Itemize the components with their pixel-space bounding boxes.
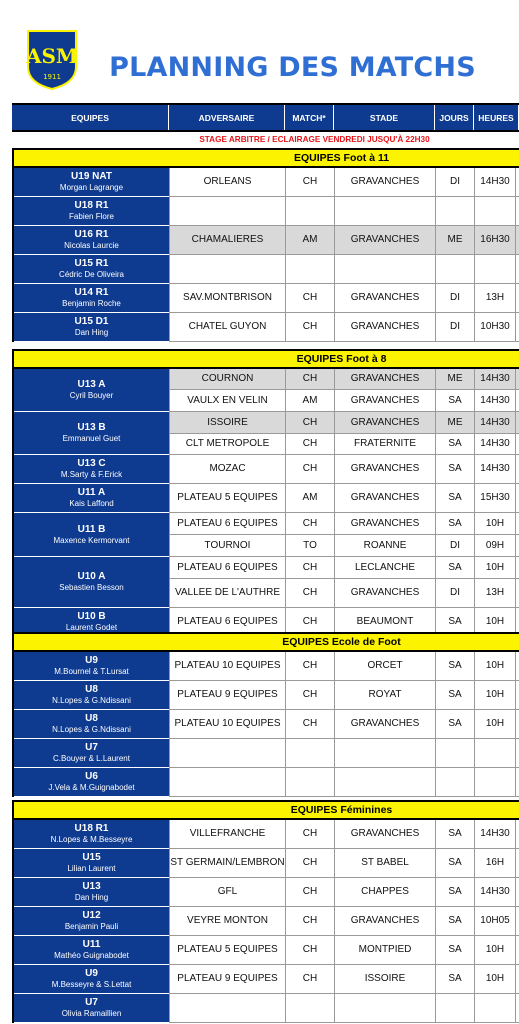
cell-stade: GRAVANCHES: [334, 226, 435, 254]
cell-adversaire: PLATEAU 9 EQUIPES: [169, 681, 285, 709]
team-cell: [14, 484, 169, 513]
cell-heure: 14H30: [474, 878, 516, 906]
cell-match: [285, 768, 334, 796]
cell-jour: DI: [435, 168, 474, 196]
cell-heure: 10H05: [474, 907, 516, 935]
team-name: U9: [85, 655, 98, 666]
team-coach: Benjamin Pauli: [64, 922, 119, 931]
team-name: U11: [82, 939, 101, 950]
cell-jour: [435, 994, 474, 1022]
cell-heure: 14H30: [474, 390, 516, 411]
team-cell: [14, 768, 169, 797]
cell-stade: [334, 768, 435, 796]
cell-stade: GRAVANCHES: [334, 484, 435, 512]
cell-adversaire: VAULX EN VELIN: [169, 390, 285, 411]
cell-jour: SA: [435, 390, 474, 411]
team-name: U12: [82, 910, 101, 921]
table-row: [169, 168, 519, 197]
cell-adversaire: CLT METROPOLE: [169, 434, 285, 454]
cell-match: CH: [285, 557, 334, 578]
cell-heure: 14H30: [474, 168, 516, 196]
team-coach: Olivia Ramaillien: [61, 1009, 122, 1018]
team-name: U10 B: [77, 611, 106, 622]
table-row: [169, 313, 519, 342]
section-left-border: [12, 148, 14, 342]
table-row: [169, 557, 519, 579]
table-row: [169, 226, 519, 255]
team-name: U6: [85, 771, 98, 782]
cell-heure: 10H: [474, 710, 516, 738]
cell-stade: GRAVANCHES: [334, 284, 435, 312]
team-cell: [14, 710, 169, 739]
cell-match: AM: [285, 226, 334, 254]
cell-adversaire: PLATEAU 10 EQUIPES: [169, 652, 285, 680]
cell-jour: SA: [435, 513, 474, 534]
table-row: [169, 820, 519, 849]
cell-match: CH: [285, 936, 334, 964]
cell-adversaire: ORLEANS: [169, 168, 285, 196]
cell-adversaire: CHAMALIERES: [169, 226, 285, 254]
cell-heure: 13H: [474, 579, 516, 607]
cell-match: CH: [285, 907, 334, 935]
team-name: U8: [85, 713, 98, 724]
team-name: U10 A: [77, 571, 106, 582]
header-heures: HEURES: [474, 105, 519, 130]
team-coach: Benjamin Roche: [62, 299, 121, 308]
header-match: MATCH*: [285, 105, 334, 130]
cell-adversaire: CHATEL GUYON: [169, 313, 285, 341]
team-cell: [14, 652, 169, 681]
cell-stade: ISSOIRE: [334, 965, 435, 993]
team-coach: M.Sarty & F.Erick: [60, 470, 123, 479]
cell-heure: 10H: [474, 557, 516, 578]
cell-match: CH: [285, 710, 334, 738]
team-cell: [14, 197, 169, 226]
cell-adversaire: PLATEAU 6 EQUIPES: [169, 608, 285, 636]
table-row: [169, 535, 519, 557]
cell-jour: [435, 739, 474, 767]
cell-match: CH: [285, 455, 334, 483]
team-coach: N.Lopes & M.Besseyre: [50, 835, 133, 844]
section-1: [12, 349, 519, 632]
team-coach: J.Vela & M.Guignabodet: [48, 783, 135, 792]
team-coach: Lilian Laurent: [67, 864, 116, 873]
team-name: U8: [85, 684, 98, 695]
header-jours: JOURS: [435, 105, 474, 130]
team-coach: Emmanuel Guet: [62, 434, 121, 443]
cell-adversaire: TOURNOI: [169, 535, 285, 556]
cell-heure: 10H30: [474, 313, 516, 341]
cell-match: CH: [285, 820, 334, 848]
table-row: [169, 739, 519, 768]
team-name: U19 NAT: [71, 171, 112, 182]
team-coach: Cyril Bouyer: [69, 391, 114, 400]
team-coach: M.Bournel & T.Lursat: [54, 667, 129, 676]
team-cell: [14, 168, 169, 197]
cell-adversaire: SAV.MONTBRISON: [169, 284, 285, 312]
cell-stade: FRATERNITE: [334, 434, 435, 454]
header-equipes: EQUIPES: [12, 105, 169, 130]
team-cell: [14, 878, 169, 907]
cell-match: AM: [285, 484, 334, 512]
cell-adversaire: VALLEE DE L'AUTHRE: [169, 579, 285, 607]
cell-stade: LECLANCHE: [334, 557, 435, 578]
team-cell: [14, 455, 169, 484]
table-row: [169, 849, 519, 878]
section-title: EQUIPES Foot à 8: [12, 349, 519, 369]
cell-heure: 10H: [474, 513, 516, 534]
cell-heure: [474, 739, 516, 767]
cell-stade: [334, 994, 435, 1022]
team-cell: [14, 513, 169, 557]
cell-adversaire: VEYRE MONTON: [169, 907, 285, 935]
cell-match: CH: [285, 313, 334, 341]
cell-stade: GRAVANCHES: [334, 907, 435, 935]
cell-stade: GRAVANCHES: [334, 390, 435, 411]
cell-match: TO: [285, 535, 334, 556]
team-cell: [14, 994, 169, 1023]
cell-adversaire: PLATEAU 5 EQUIPES: [169, 484, 285, 512]
cell-heure: [474, 768, 516, 796]
cell-adversaire: PLATEAU 9 EQUIPES: [169, 965, 285, 993]
cell-stade: CHAPPES: [334, 878, 435, 906]
cell-adversaire: [169, 768, 285, 796]
cell-match: CH: [285, 369, 334, 389]
cell-stade: [334, 739, 435, 767]
cell-match: CH: [285, 434, 334, 454]
cell-jour: SA: [435, 455, 474, 483]
cell-heure: 14H30: [474, 369, 516, 389]
cell-jour: SA: [435, 484, 474, 512]
cell-adversaire: GFL: [169, 878, 285, 906]
team-coach: Nicolas Laurcie: [64, 241, 119, 250]
cell-match: CH: [285, 849, 334, 877]
table-header: [12, 103, 519, 132]
cell-adversaire: PLATEAU 10 EQUIPES: [169, 710, 285, 738]
cell-stade: ROANNE: [334, 535, 435, 556]
cell-jour: SA: [435, 820, 474, 848]
cell-stade: ORCET: [334, 652, 435, 680]
cell-adversaire: ISSOIRE: [169, 412, 285, 433]
team-coach: N.Lopes & G.Ndissani: [52, 696, 131, 705]
cell-stade: GRAVANCHES: [334, 513, 435, 534]
table-row: [169, 710, 519, 739]
table-row: [169, 390, 519, 412]
team-name: U13 B: [77, 422, 106, 433]
header-stade: STADE: [334, 105, 435, 130]
team-cell: [14, 255, 169, 284]
team-cell: [14, 739, 169, 768]
cell-heure: 09H: [474, 535, 516, 556]
table-row: [169, 907, 519, 936]
cell-match: CH: [285, 168, 334, 196]
table-row: [169, 965, 519, 994]
table-row: [169, 455, 519, 484]
cell-match: CH: [285, 878, 334, 906]
table-row: [169, 681, 519, 710]
table-row: [169, 513, 519, 535]
cell-adversaire: [169, 739, 285, 767]
cell-jour: ME: [435, 369, 474, 389]
team-coach: Cédric De Oliveira: [59, 270, 124, 279]
cell-heure: 10H: [474, 965, 516, 993]
team-name: U16 R1: [74, 229, 109, 240]
section-left-border: [12, 632, 14, 797]
cell-match: CH: [285, 579, 334, 607]
team-cell: [14, 412, 169, 455]
cell-heure: 16H: [474, 849, 516, 877]
cell-adversaire: VILLEFRANCHE: [169, 820, 285, 848]
cell-heure: 14H30: [474, 434, 516, 454]
cell-adversaire: PLATEAU 6 EQUIPES: [169, 513, 285, 534]
team-cell: [14, 820, 169, 849]
cell-match: CH: [285, 681, 334, 709]
team-name: U13 A: [77, 379, 106, 390]
cell-jour: [435, 768, 474, 796]
section-3: [12, 800, 519, 1018]
cell-match: CH: [285, 965, 334, 993]
table-row: [169, 652, 519, 681]
team-name: U18 R1: [74, 823, 109, 834]
cell-heure: 16H30: [474, 226, 516, 254]
cell-stade: ROYAT: [334, 681, 435, 709]
team-cell: [14, 369, 169, 412]
cell-jour: SA: [435, 681, 474, 709]
table-row: [169, 197, 519, 226]
table-row: [169, 994, 519, 1023]
cell-jour: SA: [435, 652, 474, 680]
team-coach: Kais Laffond: [69, 499, 114, 508]
section-left-border: [12, 349, 14, 637]
cell-adversaire: MOZAC: [169, 455, 285, 483]
cell-jour: SA: [435, 434, 474, 454]
cell-jour: SA: [435, 557, 474, 578]
section-title: EQUIPES Ecole de Foot: [12, 632, 519, 652]
team-coach: M.Besseyre & S.Lettat: [51, 980, 132, 989]
team-name: U11 A: [77, 487, 106, 498]
page-title: PLANNING DES MATCHS: [109, 52, 476, 83]
cell-match: CH: [285, 412, 334, 433]
cell-jour: [435, 255, 474, 283]
cell-stade: GRAVANCHES: [334, 369, 435, 389]
cell-heure: 14H30: [474, 820, 516, 848]
table-row: [169, 936, 519, 965]
table-row: [169, 284, 519, 313]
table-row: [169, 255, 519, 284]
team-name: U15 R1: [74, 258, 109, 269]
logo-letters: ASM: [26, 44, 78, 68]
team-cell: [14, 557, 169, 608]
team-coach: Dan Hing: [74, 328, 109, 337]
cell-stade: GRAVANCHES: [334, 168, 435, 196]
cell-jour: SA: [435, 907, 474, 935]
logo-year: 1911: [43, 73, 61, 81]
cell-heure: 14H30: [474, 412, 516, 433]
team-coach: Fabien Flore: [69, 212, 114, 221]
cell-stade: GRAVANCHES: [334, 820, 435, 848]
team-name: U15 D1: [74, 316, 109, 327]
cell-jour: SA: [435, 936, 474, 964]
notice-text: STAGE ARBITRE / ECLAIRAGE VENDREDI JUSQU'À 22H30: [199, 135, 430, 144]
cell-adversaire: [169, 197, 285, 225]
cell-heure: 10H: [474, 936, 516, 964]
cell-jour: DI: [435, 579, 474, 607]
table-row: [169, 369, 519, 390]
cell-heure: [474, 994, 516, 1022]
cell-jour: [435, 197, 474, 225]
cell-match: [285, 255, 334, 283]
cell-adversaire: PLATEAU 6 EQUIPES: [169, 557, 285, 578]
cell-stade: ST BABEL: [334, 849, 435, 877]
team-name: U7: [85, 742, 98, 753]
cell-stade: [334, 197, 435, 225]
cell-match: CH: [285, 284, 334, 312]
table-row: [169, 768, 519, 797]
team-coach: Dan Hing: [74, 893, 109, 902]
cell-adversaire: ST GERMAIN/LEMBRON: [169, 849, 285, 877]
cell-stade: GRAVANCHES: [334, 710, 435, 738]
cell-match: [285, 994, 334, 1022]
cell-stade: BEAUMONT: [334, 608, 435, 636]
section-2: [12, 632, 519, 792]
team-name: U7: [85, 997, 98, 1008]
cell-adversaire: [169, 994, 285, 1022]
team-name: U13 C: [77, 458, 106, 469]
cell-match: CH: [285, 652, 334, 680]
table-row: [169, 412, 519, 434]
cell-adversaire: PLATEAU 5 EQUIPES: [169, 936, 285, 964]
team-cell: [14, 226, 169, 255]
team-name: U13: [82, 881, 101, 892]
team-coach: C.Bouyer & L.Laurent: [53, 754, 130, 763]
section-left-border: [12, 800, 14, 1023]
team-cell: [14, 936, 169, 965]
team-cell: [14, 284, 169, 313]
cell-jour: SA: [435, 878, 474, 906]
cell-stade: GRAVANCHES: [334, 313, 435, 341]
team-name: U14 R1: [74, 287, 109, 298]
team-coach: N.Lopes & G.Ndissani: [52, 725, 131, 734]
cell-heure: 10H: [474, 652, 516, 680]
cell-heure: 15H30: [474, 484, 516, 512]
cell-match: CH: [285, 513, 334, 534]
cell-heure: 10H: [474, 681, 516, 709]
team-coach: Sebastien Besson: [59, 583, 124, 592]
cell-match: CH: [285, 608, 334, 636]
team-cell: [14, 313, 169, 342]
team-coach: Maxence Kermorvant: [53, 535, 130, 545]
team-cell: [14, 849, 169, 878]
cell-adversaire: COURNON: [169, 369, 285, 389]
team-name: U9: [85, 968, 98, 979]
table-row: [169, 579, 519, 608]
cell-heure: [474, 197, 516, 225]
team-cell: [14, 681, 169, 710]
cell-stade: GRAVANCHES: [334, 455, 435, 483]
team-coach: Mathéo Guignabodet: [54, 951, 129, 960]
cell-stade: [334, 255, 435, 283]
section-title: EQUIPES Foot à 11: [12, 148, 519, 168]
cell-jour: DI: [435, 284, 474, 312]
section-title: EQUIPES Féminines: [12, 800, 519, 820]
team-coach: Morgan Lagrange: [59, 183, 124, 192]
cell-match: AM: [285, 390, 334, 411]
cell-jour: SA: [435, 710, 474, 738]
section-0: [12, 148, 519, 337]
cell-jour: ME: [435, 226, 474, 254]
cell-match: [285, 739, 334, 767]
table-row: [169, 434, 519, 455]
cell-stade: GRAVANCHES: [334, 579, 435, 607]
cell-jour: DI: [435, 313, 474, 341]
team-name: U11 B: [77, 523, 106, 535]
team-name: U15: [82, 852, 101, 863]
team-cell: [14, 907, 169, 936]
cell-heure: 10H: [474, 608, 516, 636]
cell-heure: 13H: [474, 284, 516, 312]
team-cell: [14, 965, 169, 994]
team-coach: Laurent Godet: [65, 623, 118, 632]
cell-match: [285, 197, 334, 225]
cell-jour: SA: [435, 849, 474, 877]
cell-stade: GRAVANCHES: [334, 412, 435, 433]
table-row: [169, 878, 519, 907]
cell-heure: [474, 255, 516, 283]
cell-jour: SA: [435, 965, 474, 993]
cell-jour: SA: [435, 608, 474, 636]
cell-adversaire: [169, 255, 285, 283]
cell-stade: MONTPIED: [334, 936, 435, 964]
cell-heure: 14H30: [474, 455, 516, 483]
team-name: U18 R1: [74, 200, 109, 211]
cell-jour: ME: [435, 412, 474, 433]
table-row: [169, 484, 519, 513]
header-adversaire: ADVERSAIRE: [169, 105, 285, 130]
cell-jour: DI: [435, 535, 474, 556]
